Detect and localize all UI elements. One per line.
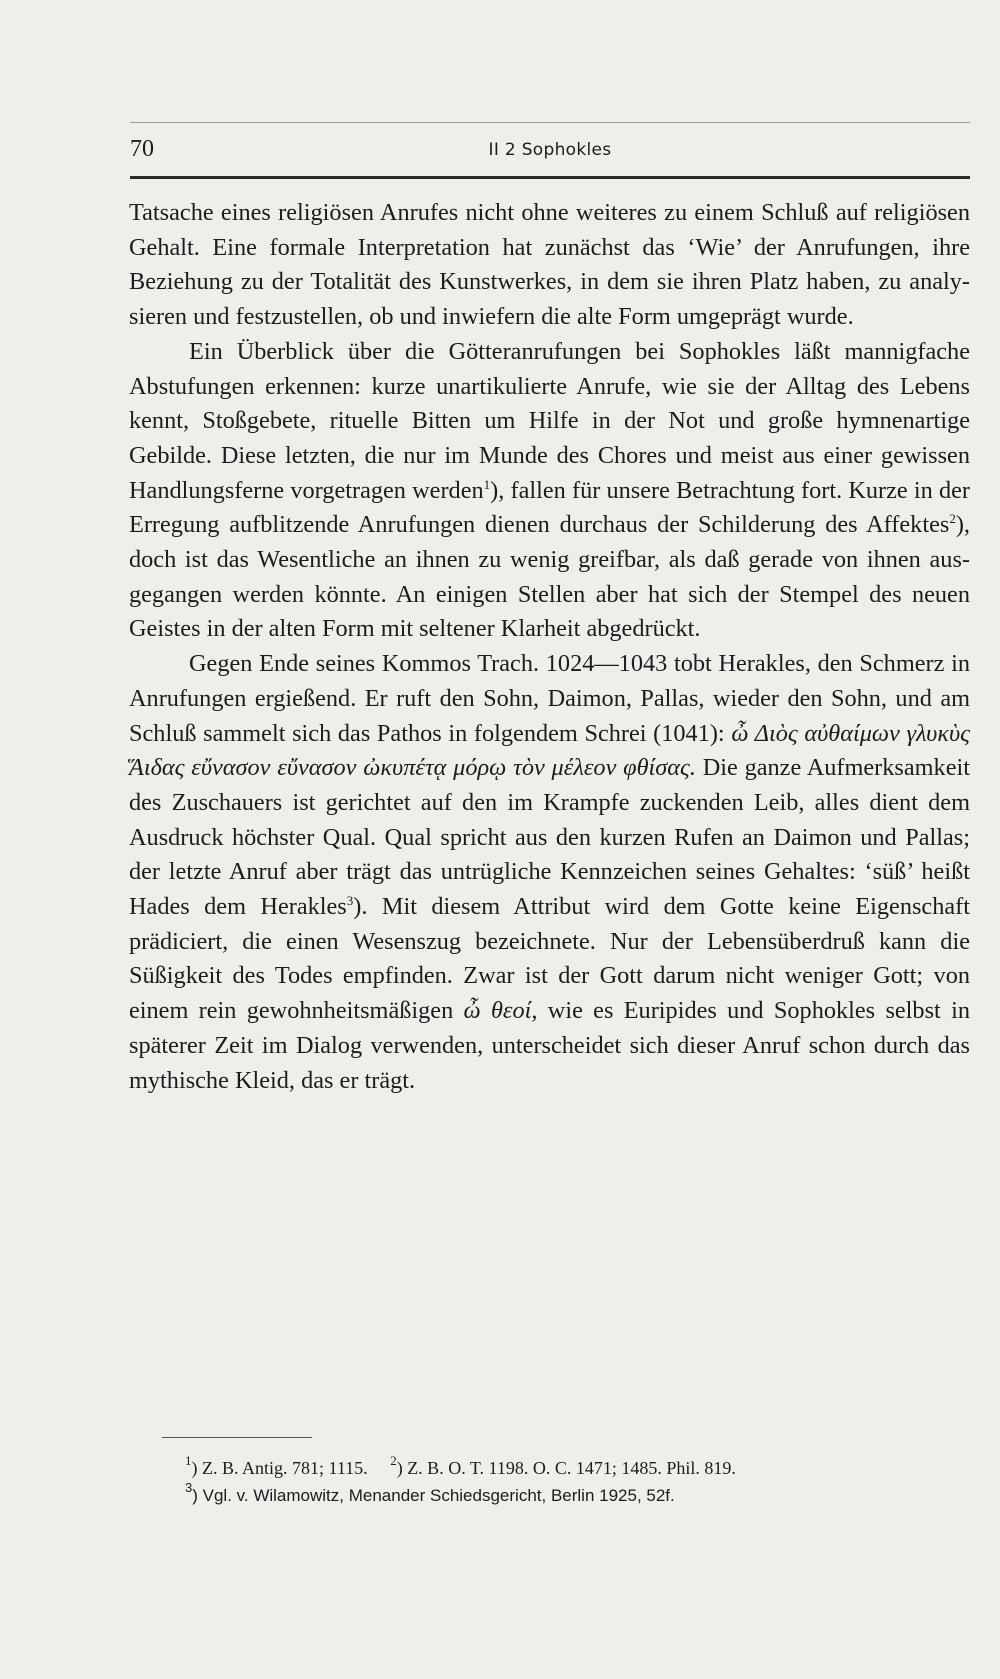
paragraph-1 [129, 196, 970, 335]
paragraph-2-text-a: Ein Überblick über die Götteranrufungen bei Sophokles läßt mannigfache Abstufungen erkennen: kurze unartikulierte Anrufe, wie sie der Alltag des Lebens kennt, Stoßgebete, rituelle Bitten um Hilfe in der Not und große hymnenartige Gebilde. Diese letzten, die nur im Munde des Chores und meist aus einer gewissen Handlungsferne vorgetragen werden [129, 337, 970, 504]
footnote-2-text: Z. B. O. T. 1198. O. C. 1471; 1485. Phil. 819. [407, 1458, 736, 1478]
paragraph-2 [129, 335, 970, 647]
footnote-ref-3[interactable]: 3 [346, 893, 354, 909]
paragraph-2-text-c: ), doch ist das Wesentliche an ihnen zu wenig greifbar, als daß gerade von ihnen ausgegangen werden könnte. An einigen Stellen aber hat sich der Stempel des neuen Geistes in der alten Form mit seltener Klarheit abgedrückt. [129, 511, 970, 643]
footnote-mark-1: 1 [185, 1453, 192, 1468]
paragraph-1-text: Tatsache eines religiösen Anrufes nicht ohne weiteres zu einem Schluß auf religiösen Gehalt. Eine formale Interpretation hat zunächst das ‘Wie’ der Anrufungen, ihre Beziehung zu der Totalität des Kunstwerkes, in dem sie ihren Platz haben, zu analysieren und festzustellen, ob und inwiefern die alte Form umgeprägt wurde. [129, 199, 970, 331]
footnote-ref-2[interactable]: 2 [949, 511, 956, 527]
page-header [130, 132, 970, 168]
footnote-mark-3: 3 [185, 1480, 193, 1495]
footnote-1-text: Z. B. Antig. 781; 1115. [202, 1458, 368, 1478]
footnote-rule [162, 1437, 312, 1438]
greek-invocation: ὦ θεοί, [463, 997, 538, 1025]
footnotes [130, 1437, 970, 1510]
paragraph-3-text-d: wie es Euripides und Sophokles selbst in späterer Zeit im Dialog verwenden, unterscheidet sich dieser Anruf schon durch das mythische Kleid, das er trägt. [129, 997, 970, 1094]
footnote-3-text: Vgl. v. Wilamowitz, Menander Schiedsgericht, Berlin 1925, 52f. [202, 1486, 675, 1505]
footnote-line-1: $^1$) Z. B. Antig. 781; 1115. $^2$) Z. B. O. T. 1198. O. C. 1471; 1485. Phil. 819. [185, 1453, 736, 1478]
running-head: II 2 Sophokles [488, 140, 612, 160]
header-rule [130, 176, 970, 179]
footnote-mark-2: 2 [390, 1453, 397, 1468]
greek-quotation: ὦ Διὸς αὐθαίμων γλυκὺς Ἅιδας εὔνασον εὔνασον ὠκυπέτᾳ μόρῳ τὸν μέλεον φθίσας. [129, 719, 970, 782]
top-edge-rule [130, 122, 970, 123]
footnote-ref-1[interactable]: 1 [483, 476, 491, 492]
footnote-line-2: $^3$) Vgl. v. Wilamowitz, Menander Schiedsgericht, Berlin 1925, 52f. [185, 1480, 675, 1505]
paragraph-3 [129, 647, 970, 1098]
paragraph-3-text-c: ). Mit diesem Attribut wird dem Gotte keine Eigenschaft prädiciert, die einen Wesenszug bezeichnete. Nur der Lebensüberdruß kann die Süßigkeit des Todes empfinden. Zwar ist der Gott darum nicht weniger Gott; von einem rein gewohnheitsmäßigen [129, 893, 970, 1025]
main-text [129, 196, 970, 1098]
paragraph-2-text-b: ), fallen für unsere Betrachtung fort. Kurze in der Erregung aufblitzende Anrufungen dienen durchaus der Schilderung des Affektes [129, 476, 970, 539]
paragraph-3-text-b: Die ganze Aufmerksamkeit des Zuschauers ist gerichtet auf den im Krampfe zuckenden Leib, alles dient dem Ausdruck höchster Qual. Qual spricht aus den kurzen Rufen an Daimon und Pallas; der letzte Anruf aber trägt das untrügliche Kennzeichen seines Gehaltes: ‘süß’ heißt Hades dem Herakles [129, 754, 970, 921]
page-number: 70 [130, 136, 154, 162]
paragraph-3-text-a: Gegen Ende seines Kommos Trach. 1024—1043 tobt Herakles, den Schmerz in Anrufungen ergießend. Er ruft den Sohn, Daimon, Pallas, wieder den Sohn, und am Schluß sammelt sich das Pathos in folgendem Schrei (1041): [129, 650, 970, 747]
